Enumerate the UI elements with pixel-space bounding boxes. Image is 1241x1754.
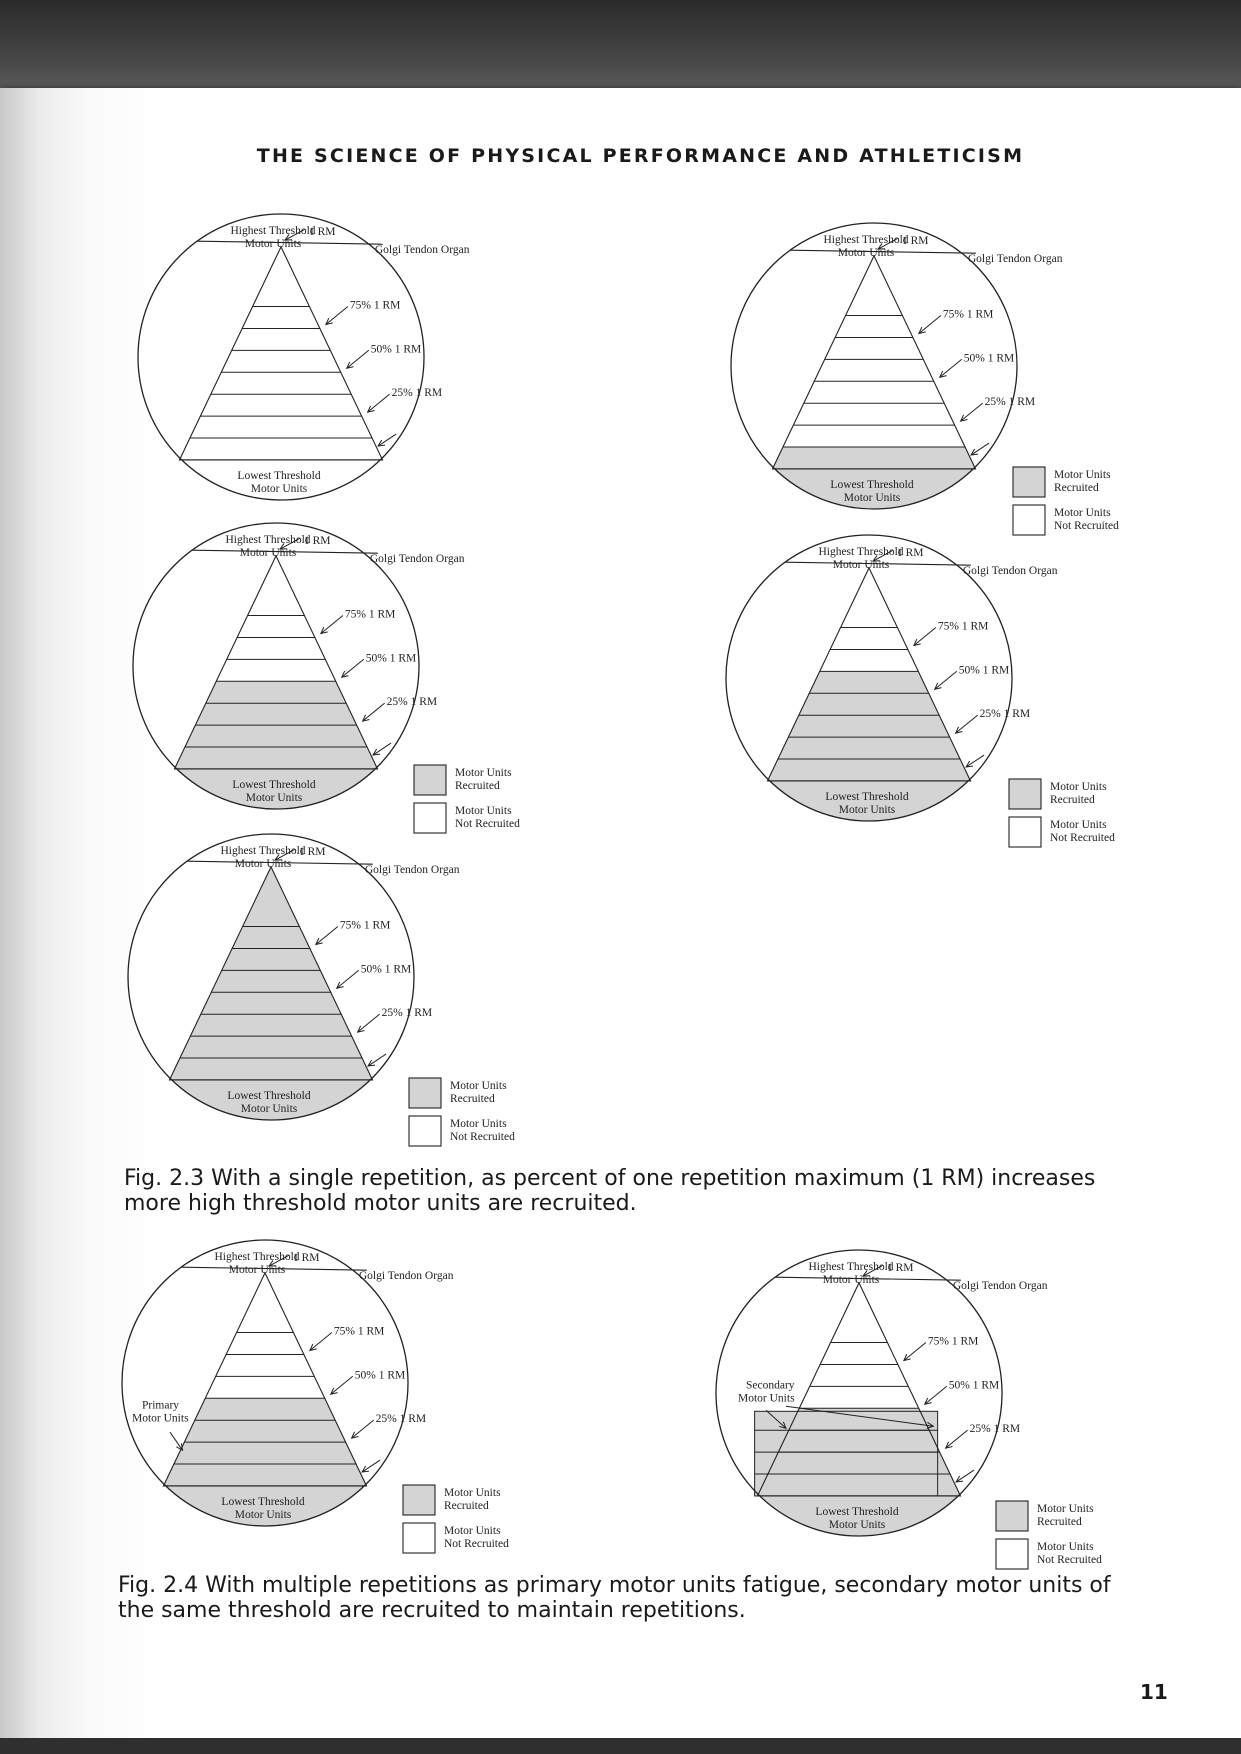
highest-threshold-label: Highest Threshold [225, 534, 311, 546]
figure-2-3-caption: Fig. 2.3 With a single repetition, as percent of one repetition maximum (1 RM) increases more high threshold motor units are recruited. [124, 1166, 1096, 1216]
golgi-tendon-organ-label: Golgi Tendon Organ [967, 253, 1063, 266]
recruited-band [185, 725, 367, 747]
legend-recruited-label: Motor Units [1037, 1503, 1094, 1515]
legend-recruited-swatch [409, 1078, 441, 1108]
legend-recruited-swatch [403, 1485, 435, 1515]
recruited-band [211, 970, 331, 992]
golgi-tendon-organ-label: Golgi Tendon Organ [374, 244, 470, 257]
highest-threshold-label: Highest Threshold [818, 546, 904, 558]
recruited-band [169, 1058, 372, 1080]
highest-threshold-label-2: Motor Units [228, 1264, 286, 1276]
recruited-band [195, 1398, 335, 1420]
running-head: THE SCIENCE OF PHYSICAL PERFORMANCE AND ATHLETICISM [256, 145, 1025, 167]
rm-100-label: 1 RM [902, 235, 929, 248]
recruited-band [222, 948, 321, 970]
highest-threshold-label: Highest Threshold [823, 234, 909, 246]
recruited-band [767, 759, 970, 781]
rm-75-label: 75% 1 RM [344, 608, 396, 621]
lowest-threshold-label-2: Motor Units [843, 491, 901, 504]
rm-50-label: 50% 1 RM [958, 664, 1010, 677]
legend-not-recruited-label: Motor Units [1050, 819, 1107, 831]
diagram-fig23-e [128, 834, 460, 1223]
lowest-threshold-label: Lowest Threshold [237, 469, 321, 482]
highest-threshold-label-2: Motor Units [234, 858, 292, 870]
legend-fig23-e [409, 1078, 515, 1146]
recruited-band [163, 1464, 366, 1486]
recruited-band [190, 1014, 351, 1036]
rm-50-label: 50% 1 RM [365, 652, 417, 665]
legend-not-recruited-label-2: Not Recruited [1054, 520, 1119, 532]
recruited-band [195, 703, 356, 725]
rm-100-label: 1 RM [897, 547, 924, 560]
rm-50-label: 50% 1 RM [370, 343, 422, 356]
diagram-fig23-a [138, 214, 470, 500]
diagram-fig24-a [122, 1240, 454, 1629]
rm-75-label: 75% 1 RM [339, 919, 391, 932]
rm-25-label: 25% 1 RM [381, 1007, 433, 1020]
legend-not-recruited-label-2: Not Recruited [1050, 832, 1115, 844]
legend-recruited-swatch [414, 765, 446, 795]
legend-not-recruited-label: Motor Units [1054, 507, 1111, 519]
recruited-band [184, 1420, 345, 1442]
rm-25-label: 25% 1 RM [375, 1413, 427, 1426]
highest-threshold-label: Highest Threshold [220, 845, 306, 857]
rm-25-label: 25% 1 RM [391, 387, 443, 400]
rm-50-label: 50% 1 RM [948, 1379, 1000, 1392]
lowest-threshold-label-2: Motor Units [240, 1102, 298, 1115]
highest-threshold-label-2: Motor Units [822, 1274, 880, 1286]
recruited-band [788, 715, 949, 737]
primary-motor-units-label: Primary [142, 1399, 180, 1412]
rm-75-label: 75% 1 RM [927, 1335, 979, 1348]
legend-recruited-label: Motor Units [444, 1487, 501, 1499]
lowest-threshold-label: Lowest Threshold [221, 1495, 305, 1508]
rm-50-label: 50% 1 RM [354, 1369, 406, 1382]
legend-recruited-label: Motor Units [1050, 781, 1107, 793]
legend-not-recruited-label: Motor Units [450, 1118, 507, 1130]
secondary-motor-units-label-2: Motor Units [738, 1392, 795, 1405]
golgi-tendon-organ-label: Golgi Tendon Organ [952, 1280, 1048, 1293]
legend-not-recruited-label-2: Not Recruited [455, 818, 520, 830]
rm-100-label: 1 RM [293, 1252, 320, 1265]
legend-recruited-swatch [1009, 779, 1041, 809]
rm-25-label: 25% 1 RM [984, 396, 1036, 409]
rm-100-label: 1 RM [299, 846, 326, 859]
golgi-tendon-organ-label: Golgi Tendon Organ [364, 864, 460, 877]
legend-fig24-b [996, 1501, 1102, 1569]
lowest-threshold-label-2: Motor Units [828, 1518, 886, 1531]
diagram-fig23-d [726, 535, 1058, 924]
recruited-band [206, 681, 346, 703]
legend-not-recruited-label-2: Not Recruited [1037, 1554, 1102, 1566]
legend-fig23-d [1009, 779, 1115, 847]
recruited-band [809, 671, 929, 693]
rm-50-label: 50% 1 RM [360, 963, 412, 976]
rm-75-label: 75% 1 RM [333, 1325, 385, 1338]
legend-not-recruited-label-2: Not Recruited [450, 1131, 515, 1143]
rm-75-label: 75% 1 RM [349, 299, 401, 312]
recruited-band [778, 737, 960, 759]
lowest-threshold-label: Lowest Threshold [232, 778, 316, 791]
legend-not-recruited-swatch [414, 803, 446, 833]
highest-threshold-label-2: Motor Units [832, 559, 890, 571]
highest-threshold-label: Highest Threshold [214, 1251, 300, 1263]
highest-threshold-label-2: Motor Units [244, 238, 302, 250]
legend-recruited-label-2: Recruited [455, 780, 500, 792]
legend-recruited-label-2: Recruited [1054, 482, 1099, 494]
lowest-threshold-label-2: Motor Units [245, 791, 303, 804]
recruited-band [201, 992, 341, 1014]
recruited-band [772, 447, 975, 469]
rm-25-label: 25% 1 RM [969, 1423, 1021, 1436]
legend-fig24-a [403, 1485, 509, 1553]
legend-not-recruited-swatch [403, 1523, 435, 1553]
highest-threshold-label: Highest Threshold [230, 225, 316, 237]
lowest-threshold-label: Lowest Threshold [830, 478, 914, 491]
lowest-threshold-label: Lowest Threshold [825, 790, 909, 803]
lowest-threshold-label-2: Motor Units [838, 803, 896, 816]
rm-25-label: 25% 1 RM [386, 696, 438, 709]
legend-not-recruited-swatch [996, 1539, 1028, 1569]
rm-75-label: 75% 1 RM [937, 620, 989, 633]
lowest-threshold-label: Lowest Threshold [815, 1505, 899, 1518]
rm-75-label: 75% 1 RM [942, 308, 994, 321]
legend-recruited-label-2: Recruited [1037, 1516, 1082, 1528]
rm-50-label: 50% 1 RM [963, 352, 1015, 365]
recruited-band [180, 1036, 362, 1058]
legend-not-recruited-label-2: Not Recruited [444, 1538, 509, 1550]
recruited-band [174, 747, 377, 769]
lowest-threshold-label-2: Motor Units [250, 482, 308, 495]
highest-threshold-label-2: Motor Units [837, 247, 895, 259]
secondary-motor-units-block [755, 1411, 938, 1496]
recruited-band [174, 1442, 356, 1464]
legend-not-recruited-swatch [409, 1116, 441, 1146]
legend-not-recruited-label: Motor Units [1037, 1541, 1094, 1553]
legend-fig23-b [1013, 467, 1119, 535]
legend-recruited-label: Motor Units [455, 767, 512, 779]
figure-2-4-caption: Fig. 2.4 With multiple repetitions as primary motor units fatigue, secondary motor units of the same threshold are recruited to maintain repetitions. [118, 1573, 1111, 1623]
rm-100-label: 1 RM [887, 1262, 914, 1275]
legend-recruited-label-2: Recruited [444, 1500, 489, 1512]
legend-recruited-label-2: Recruited [450, 1093, 495, 1105]
lowest-threshold-label: Lowest Threshold [227, 1089, 311, 1102]
golgi-tendon-organ-label: Golgi Tendon Organ [358, 1270, 454, 1283]
legend-not-recruited-swatch [1013, 505, 1045, 535]
legend-recruited-swatch [1013, 467, 1045, 497]
legend-not-recruited-label: Motor Units [455, 805, 512, 817]
rm-100-label: 1 RM [304, 535, 331, 548]
golgi-tendon-organ-label: Golgi Tendon Organ [962, 565, 1058, 578]
golgi-tendon-organ-label: Golgi Tendon Organ [369, 553, 465, 566]
legend-not-recruited-label: Motor Units [444, 1525, 501, 1537]
page-number: 11 [1140, 1680, 1168, 1704]
legend-recruited-label-2: Recruited [1050, 794, 1095, 806]
legend-recruited-label: Motor Units [1054, 469, 1111, 481]
rm-100-label: 1 RM [309, 226, 336, 239]
legend-not-recruited-swatch [1009, 817, 1041, 847]
legend-fig23-c [414, 765, 520, 833]
recruited-band [799, 693, 939, 715]
primary-motor-units-label-2: Motor Units [132, 1412, 189, 1425]
lowest-threshold-label-2: Motor Units [234, 1508, 292, 1521]
highest-threshold-label: Highest Threshold [808, 1261, 894, 1273]
highest-threshold-label-2: Motor Units [239, 547, 297, 559]
legend-recruited-swatch [996, 1501, 1028, 1531]
rm-25-label: 25% 1 RM [979, 708, 1031, 721]
secondary-motor-units-label: Secondary [746, 1379, 795, 1392]
recruited-band [232, 927, 310, 949]
legend-recruited-label: Motor Units [450, 1080, 507, 1092]
